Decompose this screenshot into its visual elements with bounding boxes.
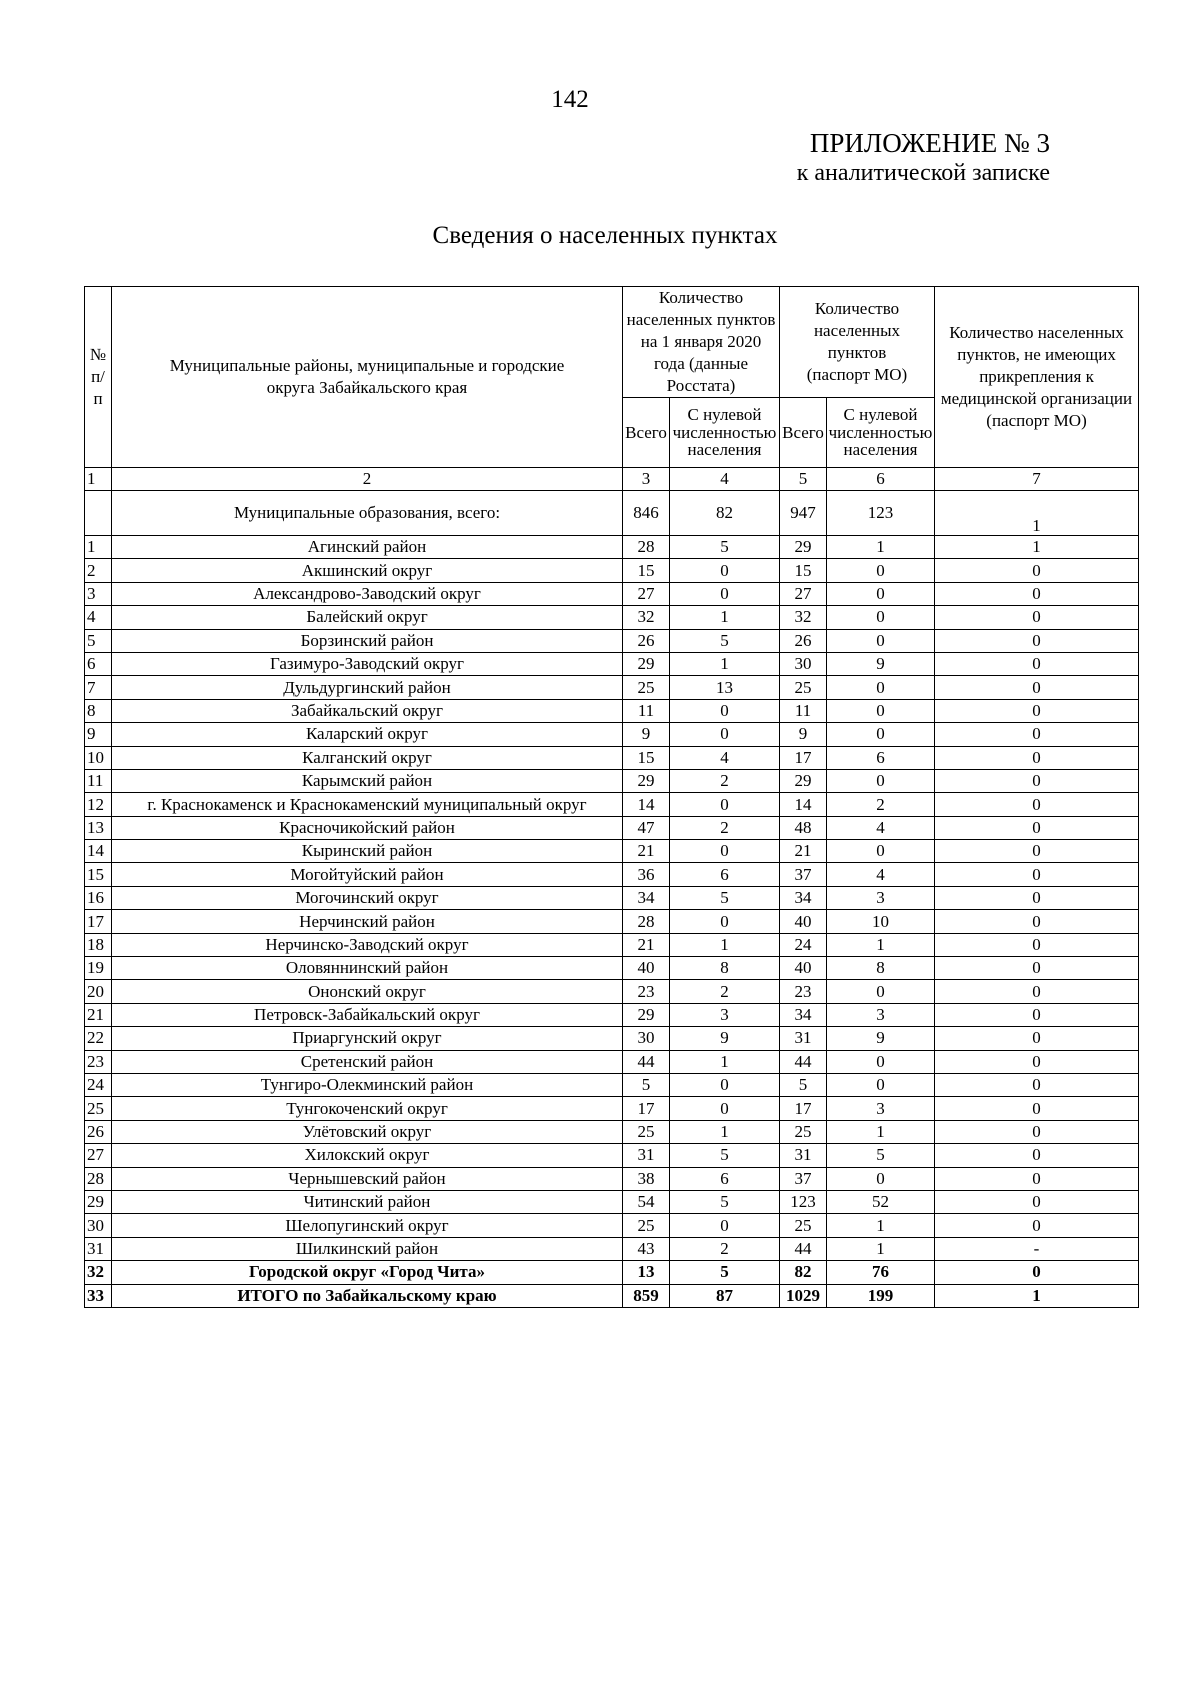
- table-row: [85, 1214, 1139, 1237]
- row-value: 1: [827, 1120, 935, 1143]
- row-name: Хилокский округ: [112, 1144, 623, 1167]
- row-value: 8: [827, 957, 935, 980]
- row-value: 6: [827, 746, 935, 769]
- row-value: 0: [670, 582, 780, 605]
- column-number: 6: [827, 468, 935, 491]
- appendix-title: ПРИЛОЖЕНИЕ № 3: [809, 128, 1050, 158]
- row-number: 6: [85, 652, 112, 675]
- row-value: 15: [623, 559, 670, 582]
- row-value: 31: [623, 1144, 670, 1167]
- table-row: [85, 1237, 1139, 1260]
- row-number: 4: [85, 606, 112, 629]
- table-row: [85, 582, 1139, 605]
- row-name: Тунгокоченский округ: [112, 1097, 623, 1120]
- row-number: 19: [85, 957, 112, 980]
- row-name: Дульдургинский район: [112, 676, 623, 699]
- row-name: Александрово-Заводский округ: [112, 582, 623, 605]
- row-value: 37: [780, 863, 827, 886]
- table-row: [85, 933, 1139, 956]
- row-name: Агинский район: [112, 536, 623, 559]
- table-row: [85, 652, 1139, 675]
- row-value: 0: [827, 699, 935, 722]
- row-number: 14: [85, 840, 112, 863]
- row-value: 5: [623, 1073, 670, 1096]
- row-name: Карымский район: [112, 769, 623, 792]
- row-value: 82: [780, 1261, 827, 1284]
- row-number: 25: [85, 1097, 112, 1120]
- settlements-table: [84, 286, 1139, 1308]
- header-rosstat-zero: С нулевой численностью населения: [670, 398, 780, 468]
- row-value: 0: [670, 699, 780, 722]
- row-value: 76: [827, 1261, 935, 1284]
- row-value: 0: [935, 723, 1139, 746]
- table-row: [85, 957, 1139, 980]
- row-name: ИТОГО по Забайкальскому краю: [112, 1284, 623, 1307]
- row-number: 18: [85, 933, 112, 956]
- column-number: 4: [670, 468, 780, 491]
- row-value: 21: [780, 840, 827, 863]
- table-row: [85, 980, 1139, 1003]
- row-value: 3: [827, 1003, 935, 1026]
- row-value: 40: [623, 957, 670, 980]
- row-value: 0: [827, 980, 935, 1003]
- row-value: 4: [827, 816, 935, 839]
- row-value: 29: [623, 652, 670, 675]
- row-value: 0: [827, 840, 935, 863]
- row-value: 52: [827, 1190, 935, 1213]
- row-value: 0: [935, 863, 1139, 886]
- row-value: 0: [670, 723, 780, 746]
- row-name: Могойтуйский район: [112, 863, 623, 886]
- row-value: 199: [827, 1284, 935, 1307]
- row-value: 0: [935, 559, 1139, 582]
- row-value: 1: [935, 536, 1139, 559]
- table-row: [85, 1284, 1139, 1307]
- row-number: 10: [85, 746, 112, 769]
- row-value: 0: [935, 1050, 1139, 1073]
- row-value: 13: [670, 676, 780, 699]
- column-number: 3: [623, 468, 670, 491]
- row-value: 0: [670, 793, 780, 816]
- table-row: [85, 840, 1139, 863]
- row-value: 0: [935, 1073, 1139, 1096]
- row-value: 0: [827, 1167, 935, 1190]
- summary-cell: 82: [670, 491, 780, 536]
- row-value: 0: [827, 559, 935, 582]
- row-value: 5: [670, 1261, 780, 1284]
- row-value: 2: [670, 1237, 780, 1260]
- row-number: 15: [85, 863, 112, 886]
- row-value: 0: [670, 840, 780, 863]
- row-value: 1: [670, 933, 780, 956]
- row-value: 5: [670, 629, 780, 652]
- row-value: 9: [827, 652, 935, 675]
- row-number: 22: [85, 1027, 112, 1050]
- row-value: 25: [623, 1120, 670, 1143]
- row-value: 44: [780, 1050, 827, 1073]
- row-value: 0: [935, 606, 1139, 629]
- row-value: 5: [670, 536, 780, 559]
- row-value: 0: [935, 652, 1139, 675]
- row-value: 0: [935, 1144, 1139, 1167]
- row-value: 0: [935, 1214, 1139, 1237]
- row-number: 29: [85, 1190, 112, 1213]
- row-name: Нерчинский район: [112, 910, 623, 933]
- row-value: 5: [670, 1144, 780, 1167]
- row-name: Красночикойский район: [112, 816, 623, 839]
- table-row: [85, 886, 1139, 909]
- row-value: 9: [623, 723, 670, 746]
- table-row: [85, 606, 1139, 629]
- table-row: [85, 723, 1139, 746]
- row-value: 44: [623, 1050, 670, 1073]
- row-value: 10: [827, 910, 935, 933]
- row-name: Приаргунский округ: [112, 1027, 623, 1050]
- row-value: 17: [780, 1097, 827, 1120]
- summary-label: Муниципальные образования, всего:: [112, 491, 623, 536]
- row-number: 3: [85, 582, 112, 605]
- row-name: Кыринский район: [112, 840, 623, 863]
- row-value: 0: [670, 559, 780, 582]
- row-name: Балейский округ: [112, 606, 623, 629]
- header-rosstat-total: Всего: [623, 398, 670, 468]
- row-number: 1: [85, 536, 112, 559]
- row-name: Газимуро-Заводский округ: [112, 652, 623, 675]
- row-number: 32: [85, 1261, 112, 1284]
- row-name: Улётовский округ: [112, 1120, 623, 1143]
- table-row: [85, 699, 1139, 722]
- row-value: 26: [623, 629, 670, 652]
- row-value: 5: [670, 886, 780, 909]
- row-value: 24: [780, 933, 827, 956]
- header-passport-total: Всего: [780, 398, 827, 468]
- row-value: 123: [780, 1190, 827, 1213]
- row-value: 0: [935, 1261, 1139, 1284]
- table-row: [85, 746, 1139, 769]
- row-name: Чернышевский район: [112, 1167, 623, 1190]
- row-name: Каларский округ: [112, 723, 623, 746]
- header-passport-zero: С нулевой численностью населения: [827, 398, 935, 468]
- row-value: 43: [623, 1237, 670, 1260]
- row-value: 13: [623, 1261, 670, 1284]
- table-row: [85, 1144, 1139, 1167]
- summary-cell: 947: [780, 491, 827, 536]
- row-name: Нерчинско-Заводский округ: [112, 933, 623, 956]
- table-row: [85, 536, 1139, 559]
- row-value: 0: [935, 1190, 1139, 1213]
- row-number: 8: [85, 699, 112, 722]
- row-value: 34: [780, 886, 827, 909]
- summary-row: [85, 491, 1139, 536]
- row-value: 21: [623, 933, 670, 956]
- row-number: 33: [85, 1284, 112, 1307]
- row-value: 31: [780, 1027, 827, 1050]
- header-rosstat: Количество населенных пунктов на 1 января 2020 года (данные Росстата): [623, 287, 780, 398]
- row-number: 21: [85, 1003, 112, 1026]
- row-value: 25: [623, 676, 670, 699]
- row-number: 17: [85, 910, 112, 933]
- row-value: 4: [670, 746, 780, 769]
- row-value: 25: [780, 676, 827, 699]
- row-value: 1: [827, 536, 935, 559]
- row-value: 44: [780, 1237, 827, 1260]
- row-number: 13: [85, 816, 112, 839]
- row-number: 20: [85, 980, 112, 1003]
- row-value: 2: [827, 793, 935, 816]
- row-value: 0: [670, 1214, 780, 1237]
- row-number: 9: [85, 723, 112, 746]
- table-row: [85, 676, 1139, 699]
- row-name: Городской округ «Город Чита»: [112, 1261, 623, 1284]
- row-value: 25: [780, 1120, 827, 1143]
- table-row: [85, 910, 1139, 933]
- row-value: 27: [780, 582, 827, 605]
- row-value: 34: [623, 886, 670, 909]
- row-value: 29: [623, 1003, 670, 1026]
- table-row: [85, 1073, 1139, 1096]
- row-value: 5: [780, 1073, 827, 1096]
- row-value: 5: [670, 1190, 780, 1213]
- header-num: № п/п: [85, 287, 112, 468]
- row-number: 12: [85, 793, 112, 816]
- summary-cell: 846: [623, 491, 670, 536]
- row-value: 0: [935, 582, 1139, 605]
- appendix-subtitle: к аналитической записке: [796, 160, 1050, 186]
- row-value: 31: [780, 1144, 827, 1167]
- row-value: 27: [623, 582, 670, 605]
- row-value: 15: [780, 559, 827, 582]
- row-value: 34: [780, 1003, 827, 1026]
- row-number: 27: [85, 1144, 112, 1167]
- row-value: 28: [623, 536, 670, 559]
- row-value: 21: [623, 840, 670, 863]
- row-value: 9: [780, 723, 827, 746]
- row-value: 14: [780, 793, 827, 816]
- row-value: 0: [935, 1027, 1139, 1050]
- header-no-attachment: Количество населенных пунктов, не имеющих прикрепления к медицинской организации (паспорт МО): [935, 287, 1139, 468]
- row-value: 32: [780, 606, 827, 629]
- row-value: 0: [935, 629, 1139, 652]
- row-value: 1: [670, 652, 780, 675]
- row-value: 23: [780, 980, 827, 1003]
- column-number: 1: [85, 468, 112, 491]
- row-name: Забайкальский округ: [112, 699, 623, 722]
- row-value: 1: [827, 1214, 935, 1237]
- row-number: 2: [85, 559, 112, 582]
- row-value: 54: [623, 1190, 670, 1213]
- row-name: Шелопугинский округ: [112, 1214, 623, 1237]
- row-name: Ононский округ: [112, 980, 623, 1003]
- row-value: 0: [935, 1097, 1139, 1120]
- row-value: 26: [780, 629, 827, 652]
- row-value: 0: [935, 816, 1139, 839]
- row-number: 26: [85, 1120, 112, 1143]
- row-value: 11: [623, 699, 670, 722]
- row-value: 11: [780, 699, 827, 722]
- row-value: 23: [623, 980, 670, 1003]
- row-value: 0: [935, 746, 1139, 769]
- row-value: 0: [935, 957, 1139, 980]
- row-value: 0: [935, 886, 1139, 909]
- row-name: Читинский район: [112, 1190, 623, 1213]
- column-number: 5: [780, 468, 827, 491]
- header-passport: Количество населенных пунктов (паспорт МО): [780, 287, 935, 398]
- row-value: 0: [670, 910, 780, 933]
- row-value: 0: [935, 933, 1139, 956]
- row-value: 1: [827, 1237, 935, 1260]
- row-name: Тунгиро-Олекминский район: [112, 1073, 623, 1096]
- row-value: 30: [623, 1027, 670, 1050]
- row-name: Шилкинский район: [112, 1237, 623, 1260]
- row-name: г. Краснокаменск и Краснокаменский муниципальный округ: [112, 793, 623, 816]
- row-value: 3: [827, 886, 935, 909]
- row-value: 0: [935, 1167, 1139, 1190]
- row-number: 30: [85, 1214, 112, 1237]
- row-number: 11: [85, 769, 112, 792]
- row-value: 0: [935, 840, 1139, 863]
- row-name: Петровск-Забайкальский округ: [112, 1003, 623, 1026]
- row-number: 7: [85, 676, 112, 699]
- row-number: 16: [85, 886, 112, 909]
- summary-num: [85, 491, 112, 536]
- document-title: Сведения о населенных пунктах: [432, 222, 778, 249]
- row-value: 0: [935, 1120, 1139, 1143]
- table-row: [85, 559, 1139, 582]
- row-value: 0: [935, 1003, 1139, 1026]
- row-value: 1: [670, 1050, 780, 1073]
- table-row: [85, 769, 1139, 792]
- row-value: 28: [623, 910, 670, 933]
- table-row: [85, 1261, 1139, 1284]
- row-value: 29: [780, 769, 827, 792]
- row-value: 36: [623, 863, 670, 886]
- row-name: Могочинский округ: [112, 886, 623, 909]
- row-value: 0: [935, 980, 1139, 1003]
- row-name: Калганский округ: [112, 746, 623, 769]
- row-value: 6: [670, 863, 780, 886]
- row-number: 24: [85, 1073, 112, 1096]
- table-row: [85, 1097, 1139, 1120]
- header-name: Муниципальные районы, муниципальные и городские округа Забайкальского края: [112, 287, 623, 468]
- row-value: 14: [623, 793, 670, 816]
- row-number: 5: [85, 629, 112, 652]
- row-name: Оловяннинский район: [112, 957, 623, 980]
- summary-cell: 1: [935, 491, 1139, 536]
- row-value: 0: [827, 723, 935, 746]
- row-number: 23: [85, 1050, 112, 1073]
- row-value: 0: [670, 1073, 780, 1096]
- page-number: 142: [551, 86, 589, 113]
- row-value: 1: [670, 606, 780, 629]
- row-value: 1029: [780, 1284, 827, 1307]
- table-row: [85, 629, 1139, 652]
- row-value: 0: [827, 1073, 935, 1096]
- table-row: [85, 816, 1139, 839]
- row-name: Борзинский район: [112, 629, 623, 652]
- table-row: [85, 1120, 1139, 1143]
- table-row: [85, 1167, 1139, 1190]
- row-value: 0: [935, 699, 1139, 722]
- row-value: 1: [827, 933, 935, 956]
- row-value: 3: [827, 1097, 935, 1120]
- row-value: 859: [623, 1284, 670, 1307]
- table-row: [85, 1003, 1139, 1026]
- row-value: 2: [670, 980, 780, 1003]
- row-value: 38: [623, 1167, 670, 1190]
- row-value: 6: [670, 1167, 780, 1190]
- row-value: 0: [827, 629, 935, 652]
- row-value: 8: [670, 957, 780, 980]
- row-value: 37: [780, 1167, 827, 1190]
- table-row: [85, 793, 1139, 816]
- row-value: 47: [623, 816, 670, 839]
- row-value: 30: [780, 652, 827, 675]
- row-number: 28: [85, 1167, 112, 1190]
- table-row: [85, 1190, 1139, 1213]
- row-value: 17: [780, 746, 827, 769]
- row-value: 25: [623, 1214, 670, 1237]
- row-value: 29: [780, 536, 827, 559]
- table-row: [85, 1050, 1139, 1073]
- row-value: 9: [827, 1027, 935, 1050]
- row-value: 40: [780, 957, 827, 980]
- row-value: 32: [623, 606, 670, 629]
- row-value: 1: [670, 1120, 780, 1143]
- row-value: 29: [623, 769, 670, 792]
- row-value: 2: [670, 769, 780, 792]
- row-value: 0: [935, 769, 1139, 792]
- row-value: 25: [780, 1214, 827, 1237]
- row-name: Акшинский округ: [112, 559, 623, 582]
- table-row: [85, 863, 1139, 886]
- row-value: 1: [935, 1284, 1139, 1307]
- row-value: 0: [670, 1097, 780, 1120]
- row-value: 40: [780, 910, 827, 933]
- row-value: 17: [623, 1097, 670, 1120]
- row-value: 3: [670, 1003, 780, 1026]
- row-value: 0: [827, 1050, 935, 1073]
- row-value: 15: [623, 746, 670, 769]
- row-value: 0: [935, 910, 1139, 933]
- row-value: 0: [935, 793, 1139, 816]
- row-name: Сретенский район: [112, 1050, 623, 1073]
- row-value: 2: [670, 816, 780, 839]
- row-value: 0: [827, 676, 935, 699]
- row-value: 0: [827, 582, 935, 605]
- row-value: 4: [827, 863, 935, 886]
- row-value: 87: [670, 1284, 780, 1307]
- row-value: -: [935, 1237, 1139, 1260]
- row-value: 9: [670, 1027, 780, 1050]
- row-value: 48: [780, 816, 827, 839]
- row-value: 0: [827, 606, 935, 629]
- row-value: 5: [827, 1144, 935, 1167]
- column-number: 2: [112, 468, 623, 491]
- table-row: [85, 1027, 1139, 1050]
- row-value: 0: [935, 676, 1139, 699]
- row-number: 31: [85, 1237, 112, 1260]
- row-value: 0: [827, 769, 935, 792]
- summary-cell: 123: [827, 491, 935, 536]
- column-number: 7: [935, 468, 1139, 491]
